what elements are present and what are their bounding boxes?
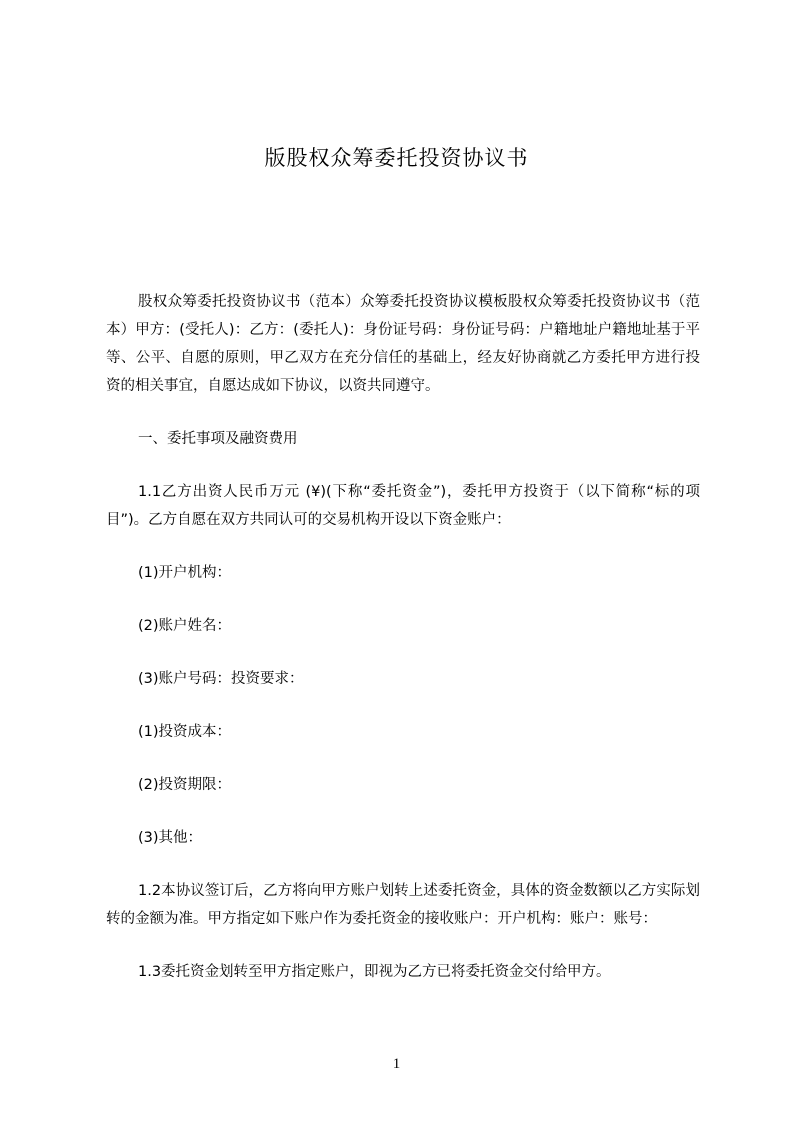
clause-1-3: 1.3委托资金划转至甲方指定账户，即视为乙方已将委托资金交付给甲方。 — [138, 964, 611, 980]
account-name-line: (2)账户姓名： — [138, 618, 232, 634]
page-number: 1 — [392, 1056, 401, 1072]
clause-1-1: 1.1乙方出资人民币万元 (¥)(下称“委托资金”)，委托甲方投资于（以下简称“标的项目”)。乙方自愿在双方共同认可的交易机构开设以下资金账户： — [106, 484, 700, 528]
intro-paragraph: 股权众筹委托投资协议书（范本）众筹委托投资协议模板股权众筹委托投资协议书（范本）甲方：(受托人)：乙方：(委托人)：身份证号码：身份证号码：户籍地址户籍地址基于平等、公平、自愿的原则，甲乙双方在充分信任的基础上，经友好协商就乙方委托甲方进行投资的相关事宜，自愿达成如下协议，以资共同遵守。 — [106, 294, 700, 394]
other-line: (3)其他： — [138, 830, 203, 846]
document-body — [106, 288, 700, 986]
investment-cost-line: (1)投资成本： — [138, 724, 232, 740]
document-title: 版股权众筹委托投资协议书 — [264, 146, 529, 170]
investment-term-line: (2)投资期限： — [138, 777, 232, 793]
account-number-line: (3)账户号码：投资要求： — [138, 671, 304, 687]
account-institution-line: (1)开户机构： — [138, 565, 232, 581]
section-heading: 一、委托事项及融资费用 — [138, 431, 298, 447]
clause-1-2: 1.2本协议签订后，乙方将向甲方账户划转上述委托资金，具体的资金数额以乙方实际划转的金额为准。甲方指定如下账户作为委托资金的接收账户：开户机构：账户：账号： — [106, 883, 700, 927]
